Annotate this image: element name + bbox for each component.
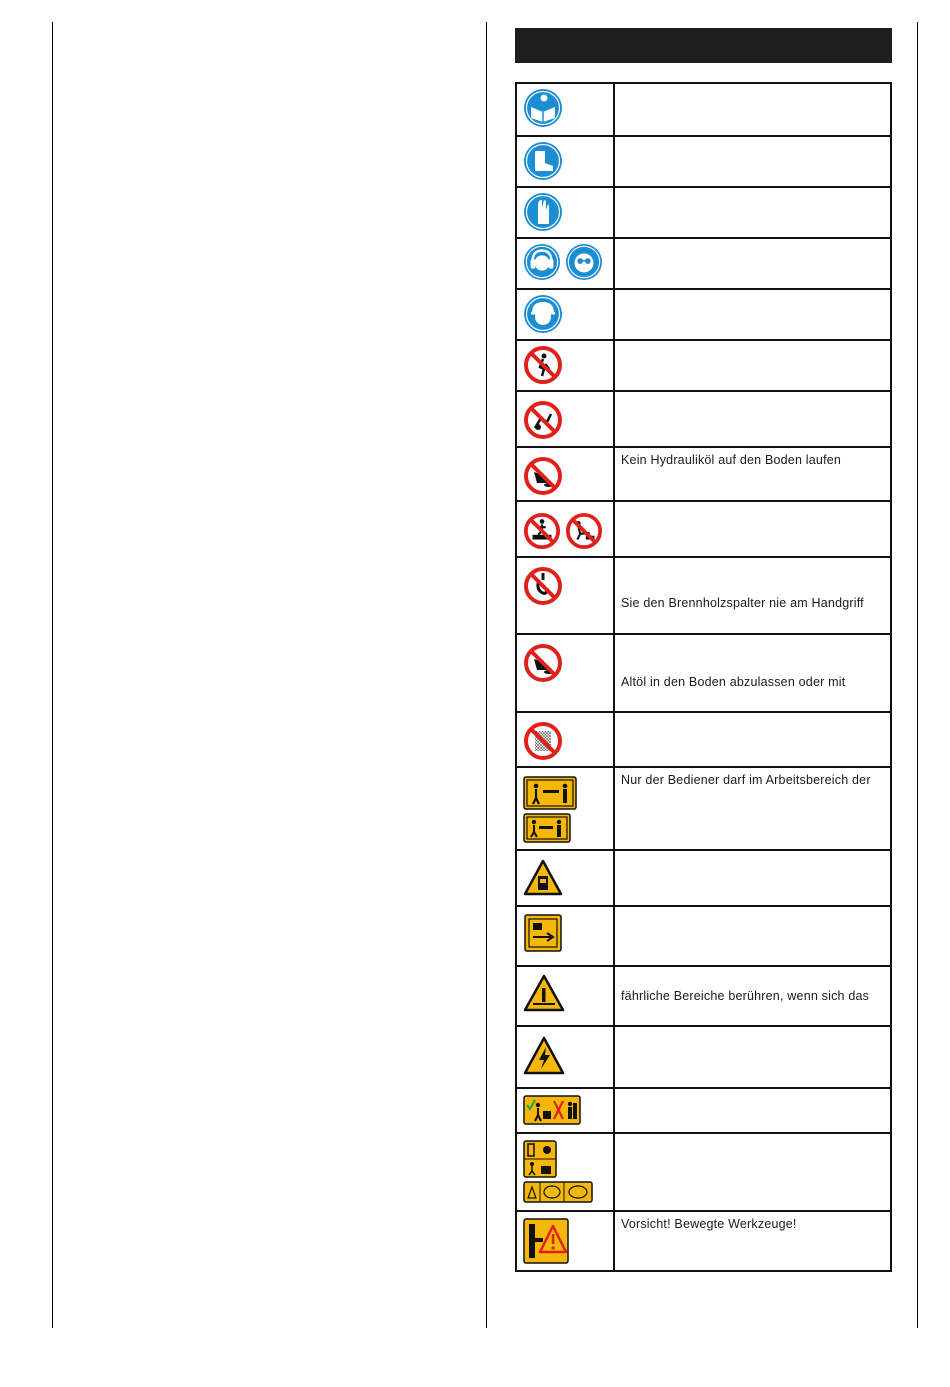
one-operator-label-icon xyxy=(523,776,577,810)
crush-hazard-warning-icon xyxy=(523,858,563,898)
table-row xyxy=(516,557,891,634)
table-row xyxy=(516,391,891,447)
description-text: Nur der Bediener darf im Arbeitsbereich der xyxy=(621,773,871,787)
two-person-label-icon xyxy=(523,813,571,843)
symbol-cell xyxy=(516,906,614,966)
table-row xyxy=(516,289,891,340)
table-row xyxy=(516,187,891,238)
table-row xyxy=(516,906,891,966)
symbol-cell xyxy=(516,712,614,767)
description-text: Sie den Brennholzspalter nie am Handgriff xyxy=(621,596,864,610)
safety-boots-icon xyxy=(523,141,563,181)
symbol-cell xyxy=(516,83,614,136)
table-row xyxy=(516,340,891,391)
operator-position-label-icon xyxy=(523,1095,581,1125)
page-margin-line-right xyxy=(917,22,918,1328)
symbol-cell xyxy=(516,391,614,447)
no-standing-on-machine-icon xyxy=(523,512,561,550)
electric-hazard-warning-icon xyxy=(523,1035,565,1077)
no-lifting-by-handle-icon xyxy=(523,566,563,606)
table-row xyxy=(516,966,891,1026)
hard-hat-icon xyxy=(523,294,563,334)
page-margin-line-left xyxy=(52,22,53,1328)
symbol-cell xyxy=(516,187,614,238)
table-row xyxy=(516,83,891,136)
no-oil-spill-icon xyxy=(523,456,563,496)
table-row xyxy=(516,238,891,289)
control-label-icon xyxy=(523,913,563,953)
safety-gloves-icon xyxy=(523,192,563,232)
description-cell xyxy=(614,289,891,340)
description-cell xyxy=(614,557,891,634)
symbol-cell xyxy=(516,1211,614,1271)
ear-protection-icon xyxy=(523,243,561,281)
symbol-cell xyxy=(516,850,614,906)
description-cell xyxy=(614,238,891,289)
description-text: fährliche Bereiche berühren, wenn sich das xyxy=(621,989,870,1003)
description-text: Kein Hydrauliköl auf den Boden laufen xyxy=(621,453,842,467)
no-access-icon xyxy=(523,345,563,385)
symbol-cell xyxy=(516,767,614,850)
symbol-cell xyxy=(516,1026,614,1088)
moving-parts-warning-icon xyxy=(523,973,565,1013)
description-cell xyxy=(614,391,891,447)
table-row xyxy=(516,634,891,712)
safety-symbols-table xyxy=(515,82,892,1272)
description-cell xyxy=(614,187,891,238)
symbol-cell xyxy=(516,501,614,557)
description-cell xyxy=(614,1133,891,1211)
description-text: Vorsicht! Bewegte Werkzeuge! xyxy=(621,1217,797,1231)
description-cell xyxy=(614,501,891,557)
pictogram-strip-label-icon xyxy=(523,1181,593,1203)
machine-diagram-label-icon xyxy=(523,1140,557,1178)
symbol-cell xyxy=(516,136,614,187)
description-cell xyxy=(614,850,891,906)
no-kicking-icon xyxy=(565,512,603,550)
symbol-cell xyxy=(516,340,614,391)
description-cell xyxy=(614,136,891,187)
eye-protection-icon xyxy=(565,243,603,281)
description-cell xyxy=(614,1211,891,1271)
no-mesh-icon xyxy=(523,721,563,761)
no-oil-disposal-icon xyxy=(523,643,563,683)
symbol-cell xyxy=(516,289,614,340)
symbol-cell xyxy=(516,1088,614,1133)
description-cell xyxy=(614,966,891,1026)
symbol-cell xyxy=(516,238,614,289)
description-cell xyxy=(614,712,891,767)
column-divider-line xyxy=(486,22,487,1328)
description-cell xyxy=(614,340,891,391)
description-cell xyxy=(614,767,891,850)
table-row xyxy=(516,850,891,906)
description-cell xyxy=(614,447,891,501)
symbol-cell xyxy=(516,966,614,1026)
table-row xyxy=(516,712,891,767)
table-row xyxy=(516,136,891,187)
symbol-cell xyxy=(516,1133,614,1211)
description-cell xyxy=(614,1088,891,1133)
description-cell xyxy=(614,83,891,136)
table-row xyxy=(516,501,891,557)
table-row xyxy=(516,1088,891,1133)
symbol-cell xyxy=(516,634,614,712)
symbol-cell xyxy=(516,447,614,501)
table-row xyxy=(516,1211,891,1271)
read-manual-icon xyxy=(523,88,563,128)
table-row xyxy=(516,1133,891,1211)
moving-tools-warning-label-icon xyxy=(523,1218,569,1264)
description-text: Altöl in den Boden abzulassen oder mit xyxy=(621,675,846,689)
table-row xyxy=(516,767,891,850)
table-row xyxy=(516,1026,891,1088)
description-cell xyxy=(614,1026,891,1088)
description-cell xyxy=(614,906,891,966)
symbol-cell xyxy=(516,557,614,634)
table-row xyxy=(516,447,891,501)
description-cell xyxy=(614,634,891,712)
table-header-bar xyxy=(515,28,892,63)
no-hands-near-icon xyxy=(523,400,563,440)
